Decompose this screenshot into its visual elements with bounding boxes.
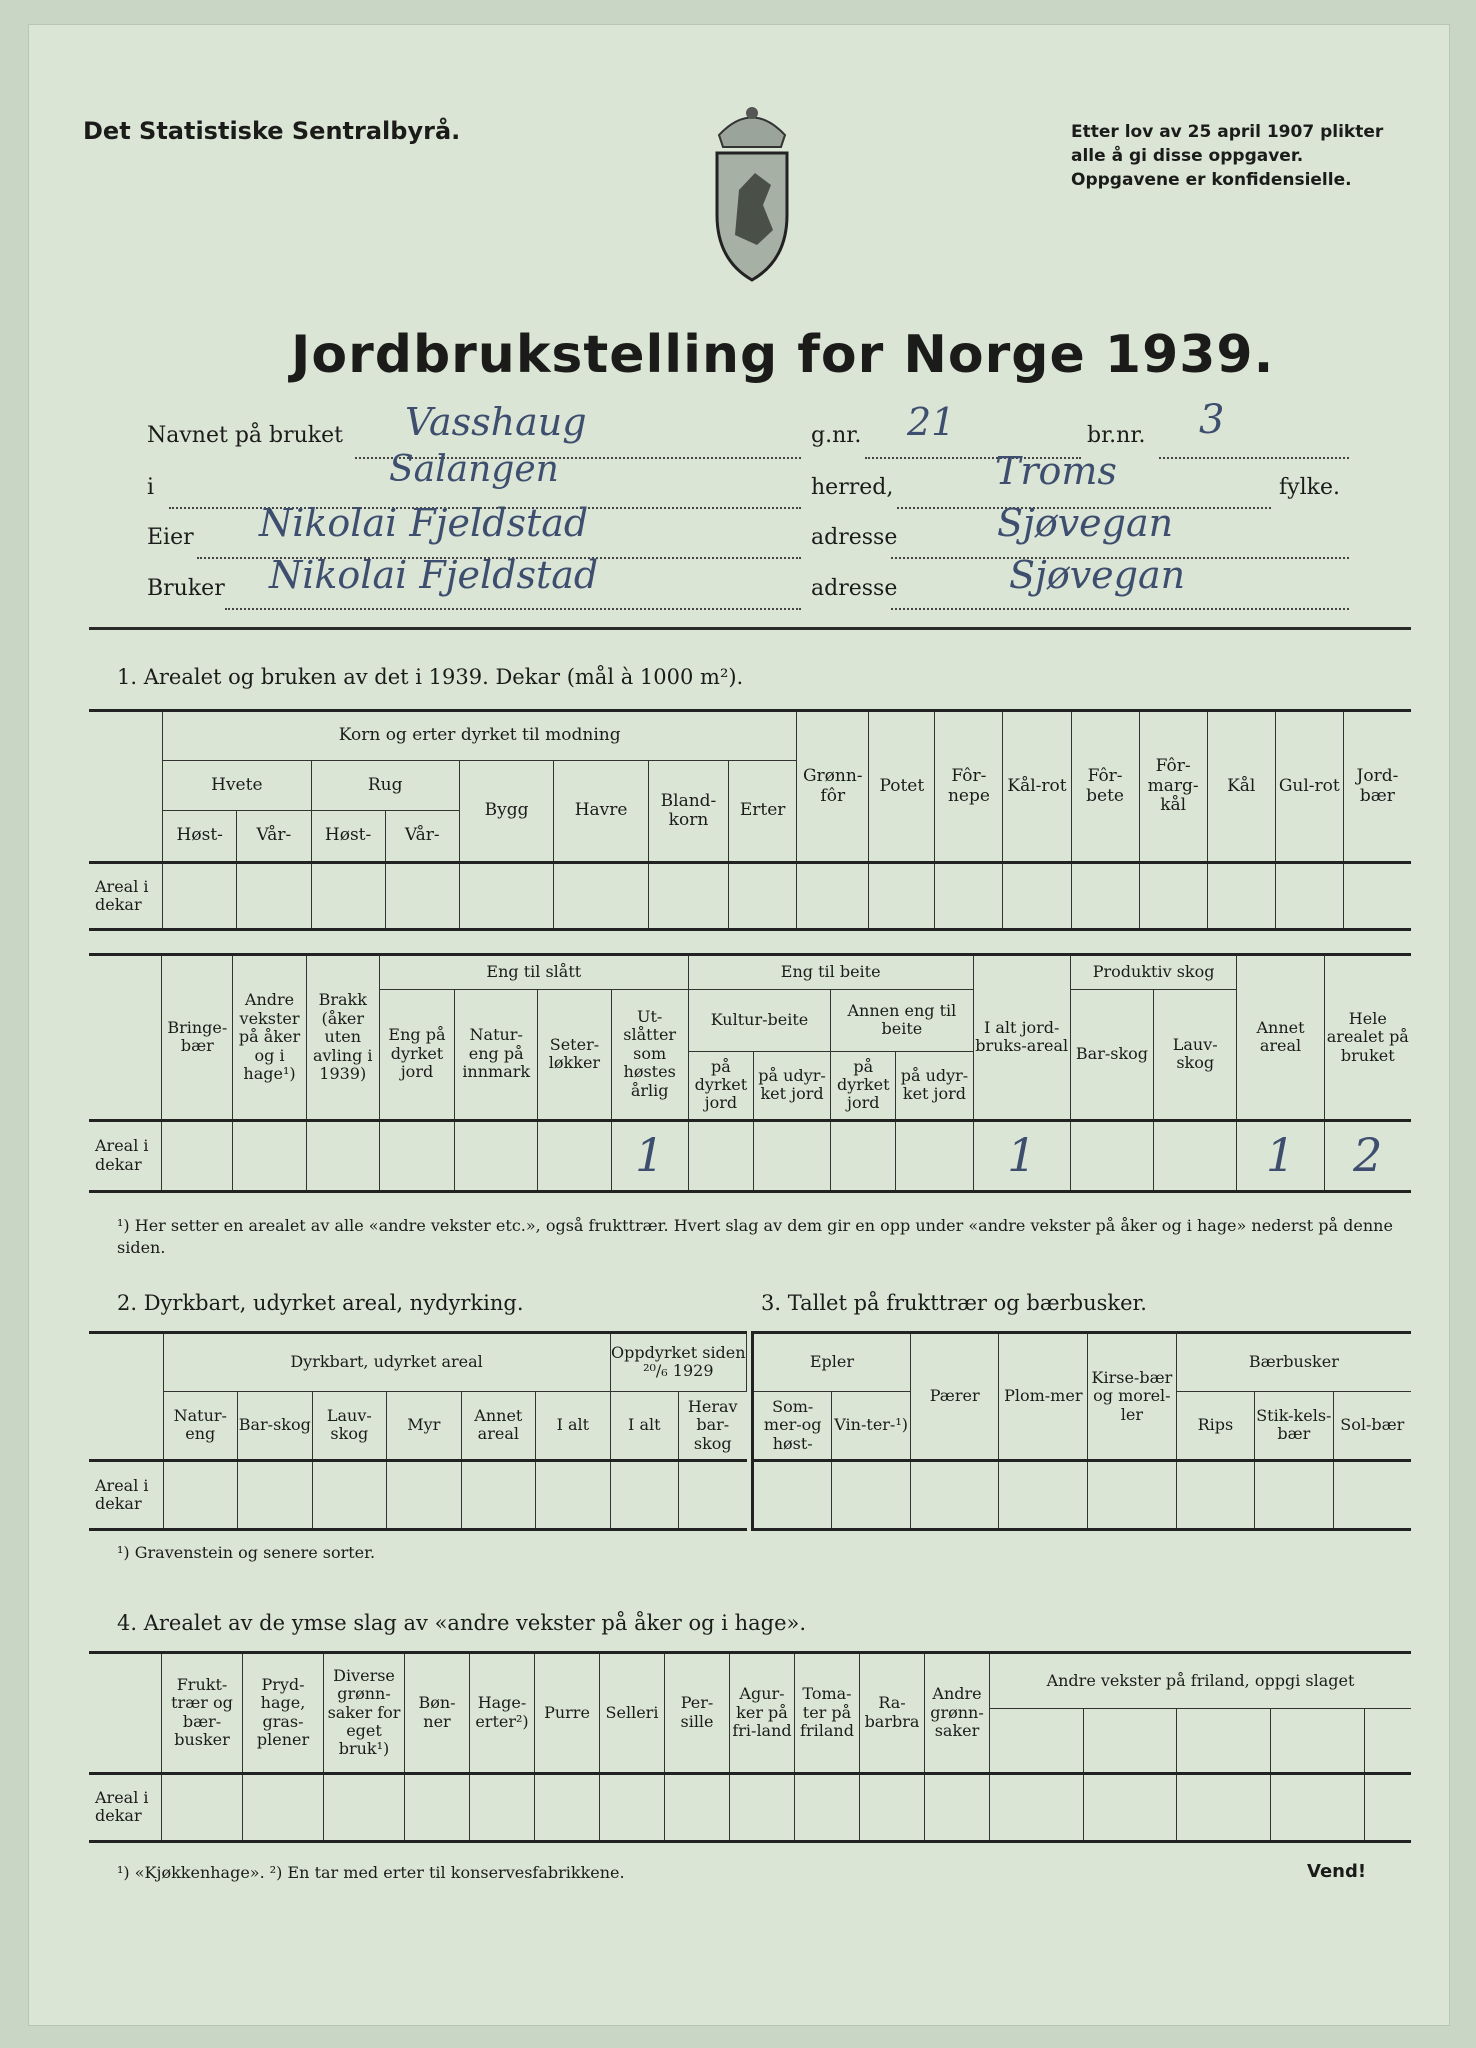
col-hvete-host: Høst- bbox=[163, 811, 237, 863]
user-label: Bruker bbox=[147, 576, 225, 601]
col-i-alt-jordbruksareal: I alt jord-bruks-areal bbox=[973, 955, 1070, 1121]
cell-input[interactable] bbox=[1083, 1773, 1177, 1841]
col-stikkelsbaer: Stik-kels-bær bbox=[1255, 1391, 1333, 1460]
col-jordbaer: Jord-bær bbox=[1343, 711, 1411, 863]
coat-of-arms-icon bbox=[697, 95, 807, 285]
owner-label: Eier bbox=[147, 525, 194, 550]
col-kultur-dyrket: på dyrket jord bbox=[688, 1051, 753, 1120]
col-diverse-gronnsaker: Diverse grønn-saker for eget bruk¹) bbox=[324, 1653, 405, 1774]
group-baerbusker: Bærbusker bbox=[1176, 1333, 1411, 1392]
col-annen-udyrket: på udyr-ket jord bbox=[896, 1051, 973, 1120]
value-annet-areal[interactable]: 1 bbox=[1237, 1120, 1324, 1191]
col-andre-vekster: Andre vekster på åker og i hage¹) bbox=[233, 955, 306, 1121]
cell-input[interactable] bbox=[910, 1460, 999, 1529]
farm-name-value[interactable]: Vasshaug bbox=[405, 400, 587, 444]
cell-input[interactable] bbox=[538, 1120, 611, 1191]
cell-input[interactable] bbox=[1207, 863, 1275, 930]
row-label-areal: Areal i dekar bbox=[89, 1120, 162, 1191]
cell-input[interactable] bbox=[795, 1773, 860, 1841]
col-kal: Kål bbox=[1207, 711, 1275, 863]
col-kalrot: Kål-rot bbox=[1003, 711, 1071, 863]
col-persille: Per-sille bbox=[665, 1653, 730, 1774]
group-dyrkbart: Dyrkbart, udyrket areal bbox=[163, 1333, 610, 1392]
col-i-alt: I alt bbox=[536, 1391, 611, 1460]
owner-address-value[interactable]: Sjøvegan bbox=[997, 501, 1174, 545]
col-oppdyrket-i-alt: I alt bbox=[610, 1391, 678, 1460]
cell-input[interactable] bbox=[238, 1460, 313, 1529]
row-label-areal: Areal i dekar bbox=[89, 1773, 162, 1841]
col-barskog: Bar-skog bbox=[1070, 989, 1153, 1120]
col-brakk: Brakk (åker uten avling i 1939) bbox=[306, 955, 379, 1121]
cell-input[interactable] bbox=[1088, 1460, 1177, 1529]
divider bbox=[89, 627, 1411, 630]
cell-input[interactable] bbox=[925, 1773, 990, 1841]
cell-input[interactable] bbox=[162, 1773, 243, 1841]
section-1-heading: 1. Arealet og bruken av det i 1939. Dekar (mål à 1000 m²). bbox=[117, 665, 744, 689]
cell-input[interactable] bbox=[324, 1773, 405, 1841]
col-bonner: Bøn-ner bbox=[405, 1653, 470, 1774]
section-2-footnote: ¹) Gravenstein og senere sorter. bbox=[117, 1543, 376, 1562]
cell-input[interactable] bbox=[455, 1120, 538, 1191]
section-2-heading: 2. Dyrkbart, udyrket areal, nydyrking. bbox=[117, 1291, 524, 1315]
col-erter: Erter bbox=[729, 761, 797, 863]
col-fornepe: Fôr-nepe bbox=[935, 711, 1003, 863]
col-seterlokker: Seter-løkker bbox=[538, 989, 611, 1120]
cell-input[interactable] bbox=[459, 863, 554, 930]
col-annet-areal: Annet areal bbox=[461, 1391, 536, 1460]
cell-input[interactable] bbox=[379, 1120, 454, 1191]
wheat-header: Hvete bbox=[163, 761, 311, 811]
cell-input[interactable] bbox=[1154, 1120, 1237, 1191]
cell-input[interactable] bbox=[679, 1460, 747, 1529]
cell-input[interactable] bbox=[554, 863, 649, 930]
col-kirsebaer: Kirse-bær og morel-ler bbox=[1088, 1333, 1177, 1461]
cell-input[interactable] bbox=[163, 1460, 238, 1529]
col-barskog: Bar-skog bbox=[238, 1391, 313, 1460]
col-formargkal: Fôr-marg-kål bbox=[1139, 711, 1207, 863]
col-andre-gronnsaker: Andre grønn-saker bbox=[925, 1653, 990, 1774]
col-natureng: Natur-eng på innmark bbox=[455, 989, 538, 1120]
cell-input[interactable] bbox=[162, 1120, 233, 1191]
herred-value[interactable]: Salangen bbox=[389, 449, 559, 490]
cell-input[interactable] bbox=[1270, 1709, 1364, 1773]
col-havre: Havre bbox=[554, 761, 649, 863]
herred-label: herred, bbox=[811, 475, 894, 500]
group-oppdyrket: Oppdyrket siden ²⁰/₆ 1929 bbox=[610, 1333, 746, 1392]
cell-input[interactable] bbox=[1333, 1460, 1411, 1529]
in-label: i bbox=[147, 475, 155, 500]
cell-input[interactable] bbox=[990, 1709, 1084, 1773]
cell-input[interactable] bbox=[860, 1773, 925, 1841]
cell-input[interactable] bbox=[387, 1460, 462, 1529]
row-label-areal: Areal i dekar bbox=[89, 1460, 163, 1529]
owner-address-label: adresse bbox=[811, 525, 898, 550]
cell-input[interactable] bbox=[1003, 863, 1071, 930]
cell-input[interactable] bbox=[1270, 1773, 1364, 1841]
cell-input[interactable] bbox=[729, 863, 797, 930]
col-prydhage: Pryd-hage, gras-plener bbox=[243, 1653, 324, 1774]
fylke-value[interactable]: Troms bbox=[995, 449, 1117, 493]
cell-input[interactable] bbox=[831, 1120, 896, 1191]
cell-input[interactable] bbox=[1176, 1460, 1254, 1529]
cell-input[interactable] bbox=[470, 1773, 535, 1841]
col-forbete: Fôr-bete bbox=[1071, 711, 1139, 863]
cell-input[interactable] bbox=[1343, 863, 1411, 930]
col-bringebaer: Bringe-bær bbox=[162, 955, 233, 1121]
col-annen-dyrket: på dyrket jord bbox=[831, 1051, 896, 1120]
cell-input[interactable] bbox=[832, 1460, 910, 1529]
col-myr: Myr bbox=[387, 1391, 462, 1460]
cell-input[interactable] bbox=[1255, 1460, 1333, 1529]
value-i-alt-jordbruksareal[interactable]: 1 bbox=[973, 1120, 1070, 1191]
cell-input[interactable] bbox=[233, 1120, 306, 1191]
col-gulrot: Gul-rot bbox=[1275, 711, 1343, 863]
cell-input[interactable] bbox=[535, 1773, 600, 1841]
group-annen-eng: Annen eng til beite bbox=[831, 989, 973, 1051]
group-produktiv-skog: Produktiv skog bbox=[1070, 955, 1237, 990]
cell-input[interactable] bbox=[665, 1773, 730, 1841]
owner-value[interactable]: Nikolai Fjeldstad bbox=[259, 501, 589, 545]
col-paerer: Pærer bbox=[910, 1333, 999, 1461]
cell-input[interactable] bbox=[610, 1460, 678, 1529]
col-rabarbra: Ra-barbra bbox=[860, 1653, 925, 1774]
cell-input[interactable] bbox=[1364, 1709, 1411, 1773]
col-kultur-udyrket: på udyr-ket jord bbox=[753, 1051, 830, 1120]
crop-area-table-a bbox=[89, 709, 1411, 931]
col-rug-var: Vår- bbox=[385, 811, 459, 863]
col-potet: Potet bbox=[869, 711, 935, 863]
group-kulturbeite: Kultur-beite bbox=[688, 989, 830, 1051]
value-hele-arealet[interactable]: 2 bbox=[1324, 1120, 1411, 1191]
col-eng-dyrket: Eng på dyrket jord bbox=[379, 989, 454, 1120]
cell-input[interactable] bbox=[1177, 1773, 1271, 1841]
land-use-table-b bbox=[89, 953, 1411, 1193]
brnr-label: br.nr. bbox=[1087, 423, 1146, 448]
col-herav-barskog: Herav bar-skog bbox=[679, 1391, 747, 1460]
group-eng-beite: Eng til beite bbox=[688, 955, 973, 990]
gnr-label: g.nr. bbox=[811, 423, 862, 448]
row-label-areal: Areal i dekar bbox=[89, 863, 163, 930]
section-4-heading: 4. Arealet av de ymse slag av «andre vekster på åker og i hage». bbox=[117, 1611, 807, 1635]
col-hvete-var: Vår- bbox=[237, 811, 311, 863]
col-hageerter: Hage-erter²) bbox=[470, 1653, 535, 1774]
cell-input[interactable] bbox=[688, 1120, 753, 1191]
col-gronnfor: Grønn-fôr bbox=[797, 711, 869, 863]
col-annet-areal: Annet areal bbox=[1237, 955, 1324, 1121]
brnr-value[interactable]: 3 bbox=[1199, 397, 1225, 443]
fylke-label: fylke. bbox=[1279, 475, 1340, 500]
cell-input[interactable] bbox=[243, 1773, 324, 1841]
col-vinter: Vin-ter-¹) bbox=[832, 1391, 910, 1460]
cell-input[interactable] bbox=[536, 1460, 611, 1529]
group-eng-slatt: Eng til slått bbox=[379, 955, 688, 990]
col-agurker: Agur-ker på fri-land bbox=[730, 1653, 795, 1774]
section-1-footnote: ¹) Her setter en arealet av alle «andre vekster etc.», også frukttrær. Hvert slag av dem gir en opp under «andre vekster på åker og i hage» nederst på denne siden. bbox=[117, 1216, 1393, 1257]
legal-notice: Etter lov av 25 april 1907 plikter alle å gi disse oppgaver. Oppgavene er konfidensielle. bbox=[1071, 122, 1384, 190]
section-3-heading: 3. Tallet på frukttrær og bærbusker. bbox=[761, 1291, 1147, 1315]
col-rips: Rips bbox=[1176, 1391, 1254, 1460]
col-lauvskog: Lauv-skog bbox=[1154, 989, 1237, 1120]
col-sommer-host: Som-mer-og høst- bbox=[753, 1391, 832, 1460]
col-utslatter: Ut-slåtter som høstes årlig bbox=[611, 989, 688, 1120]
section-4-table bbox=[89, 1651, 1411, 1843]
rye-header: Rug bbox=[311, 761, 459, 811]
group-epler: Epler bbox=[753, 1333, 911, 1392]
gnr-value[interactable]: 21 bbox=[907, 400, 956, 444]
cell-input[interactable] bbox=[1275, 863, 1343, 930]
col-rug-host: Høst- bbox=[311, 811, 385, 863]
form-title: Jordbrukstelling for Norge 1939. bbox=[291, 325, 1275, 385]
cell-input[interactable] bbox=[163, 863, 237, 930]
cell-input[interactable] bbox=[1071, 863, 1139, 930]
cell-input[interactable] bbox=[869, 863, 935, 930]
col-natureng: Natur-eng bbox=[163, 1391, 238, 1460]
cell-input[interactable] bbox=[1364, 1773, 1411, 1841]
cell-input[interactable] bbox=[797, 863, 869, 930]
cell-input[interactable] bbox=[648, 863, 728, 930]
user-value[interactable]: Nikolai Fjeldstad bbox=[269, 553, 599, 597]
cell-input[interactable] bbox=[1070, 1120, 1153, 1191]
col-purre: Purre bbox=[535, 1653, 600, 1774]
col-frukttraer: Frukt-trær og bær-busker bbox=[162, 1653, 243, 1774]
cell-input[interactable] bbox=[935, 863, 1003, 930]
cell-input[interactable] bbox=[311, 863, 385, 930]
cell-input[interactable] bbox=[237, 863, 311, 930]
cell-input[interactable] bbox=[1139, 863, 1207, 930]
cell-input[interactable] bbox=[753, 1120, 830, 1191]
turn-over-label: Vend! bbox=[1307, 1861, 1367, 1882]
cell-input[interactable] bbox=[405, 1773, 470, 1841]
user-address-value[interactable]: Sjøvegan bbox=[1009, 553, 1186, 597]
section-4-footnote: ¹) «Kjøkkenhage». ²) En tar med erter til konservesfabrikkene. bbox=[117, 1863, 625, 1882]
cell-input[interactable] bbox=[306, 1120, 379, 1191]
col-tomater: Toma-ter på friland bbox=[795, 1653, 860, 1774]
brnr-line bbox=[1159, 437, 1349, 459]
census-form-page bbox=[28, 24, 1450, 2026]
col-solbaer: Sol-bær bbox=[1333, 1391, 1411, 1460]
cell-input[interactable] bbox=[461, 1460, 536, 1529]
cell-input[interactable] bbox=[600, 1773, 665, 1841]
col-hele-arealet: Hele arealet på bruket bbox=[1324, 955, 1411, 1121]
cell-input[interactable] bbox=[730, 1773, 795, 1841]
cell-input[interactable] bbox=[990, 1773, 1084, 1841]
farm-name-label: Navnet på bruket bbox=[147, 423, 343, 448]
col-selleri: Selleri bbox=[600, 1653, 665, 1774]
col-bygg: Bygg bbox=[459, 761, 554, 863]
cell-input[interactable] bbox=[896, 1120, 973, 1191]
group-andre-friland: Andre vekster på friland, oppgi slaget bbox=[990, 1653, 1412, 1709]
cell-input[interactable] bbox=[312, 1460, 387, 1529]
agency-name: Det Statistiske Sentralbyrå. bbox=[83, 117, 461, 145]
cell-input[interactable] bbox=[1177, 1709, 1271, 1773]
cell-input[interactable] bbox=[753, 1460, 832, 1529]
section-2-table bbox=[89, 1331, 747, 1531]
user-address-label: adresse bbox=[811, 576, 898, 601]
col-lauvskog: Lauv-skog bbox=[312, 1391, 387, 1460]
grain-group-header: Korn og erter dyrket til modning bbox=[163, 711, 797, 761]
cell-input[interactable] bbox=[999, 1460, 1088, 1529]
value-utslatter[interactable]: 1 bbox=[611, 1120, 688, 1191]
cell-input[interactable] bbox=[1083, 1709, 1177, 1773]
cell-input[interactable] bbox=[385, 863, 459, 930]
col-blandkorn: Bland-korn bbox=[648, 761, 728, 863]
section-3-table bbox=[751, 1331, 1411, 1531]
col-plommer: Plom-mer bbox=[999, 1333, 1088, 1461]
